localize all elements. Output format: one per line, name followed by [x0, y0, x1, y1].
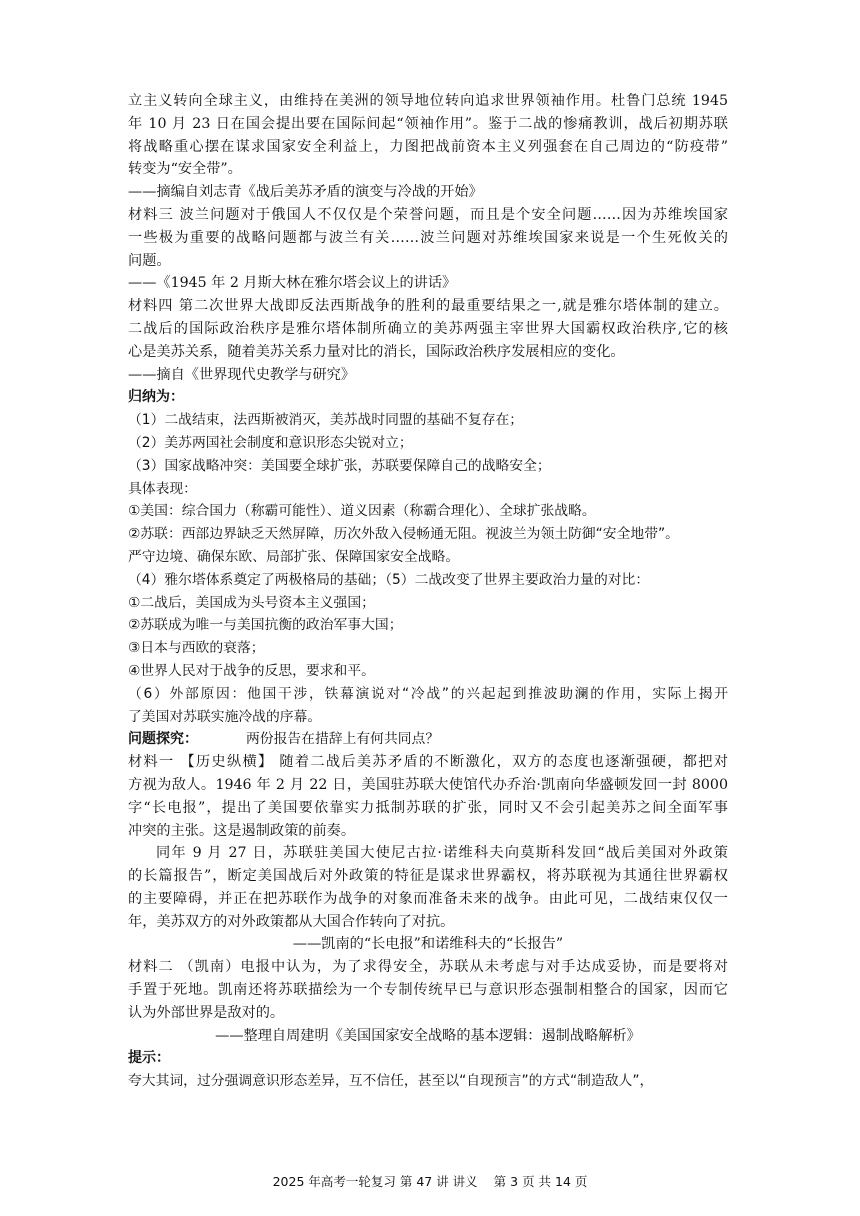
paragraph-line: （1）二战结束，法西斯被消灭，美苏战时同盟的基础不复存在； — [128, 412, 524, 429]
footer-page-number: 第 3 页 共 14 页 — [493, 1174, 588, 1189]
text-block-materials — [128, 751, 728, 1047]
paragraph-line: ——摘自《世界现代史教学与研究》 — [128, 366, 356, 383]
paragraph-line: （3）国家战略冲突：美国要全球扩张，苏联要保障自己的战略安全； — [128, 457, 551, 474]
text-block-analysis — [128, 90, 728, 728]
material-line: 同年 9 月 27 日，苏联驻美国大使尼古拉·诺维科夫向莫斯科发回“战后美国对外政策 — [156, 845, 728, 862]
paragraph-line: 二战后的国际政治秩序是雅尔塔体制所确立的美苏两强主宰世界大国霸权政治秩序,它的核 — [128, 320, 728, 337]
paragraph-line: 转变为“安全带”。 — [128, 161, 242, 178]
paragraph-line: （2）美苏两国社会制度和意识形态尖锐对立； — [128, 434, 413, 451]
paragraph-line: ③日本与西欧的衰落； — [128, 640, 265, 657]
paragraph-line: 归纳为： — [128, 389, 184, 406]
material-line: 字“长电报”，提出了美国要依靠实力抵制苏联的扩张，同时又不会引起美苏之间全面军事 — [128, 799, 728, 816]
paragraph-line: ①二战后，美国成为头号资本主义强国； — [128, 594, 375, 611]
paragraph-line: ②苏联：西部边界缺乏天然屏障，历次外敌入侵畅通无阻。视波兰为领土防御“安全地带”。 — [128, 526, 679, 543]
material-line: 材料一 【历史纵横】 随着二战后美苏矛盾的不断激化，双方的态度也逐渐强硬，都把对 — [128, 754, 728, 771]
page-footer — [0, 1172, 860, 1190]
paragraph-line: ①美国：综合国力（称霸可能性）、道义因素（称霸合理化）、全球扩张战略。 — [128, 503, 596, 520]
question-label: 问题探究： — [128, 731, 198, 748]
paragraph-line: 材料三 波兰问题对于俄国人不仅仅是个荣誉问题，而且是个安全问题……因为苏维埃国家 — [128, 206, 728, 223]
paragraph-line: 一些极为重要的战略问题都与波兰有关……波兰问题对苏维埃国家来说是一个生死攸关的 — [128, 229, 728, 246]
paragraph-line: 材料四 第二次世界大战即反法西斯战争的胜利的最重要结果之一,就是雅尔塔体制的建立。 — [128, 298, 728, 315]
paragraph-line: ——摘编自刘志青《战后美苏矛盾的演变与冷战的开始》 — [128, 184, 483, 201]
paragraph-line: 问题。 — [128, 252, 171, 269]
paragraph-line: 具体表现： — [128, 480, 197, 497]
material-line: 方视为敌人。1946 年 2 月 22 日，美国驻苏联大使馆代办乔治·凯南向华盛顿发回一封 8000 — [128, 776, 728, 793]
material-line: ——整理自周建明《美国国家安全战略的基本逻辑：遏制战略解析》 — [215, 1027, 641, 1044]
question-text: 两份报告在措辞上有何共同点？ — [246, 731, 440, 748]
footer-course: 2025 年高考一轮复习 第 47 讲 讲义 — [272, 1174, 478, 1189]
paragraph-line: （4）雅尔塔体系奠定了两极格局的基础；（5）二战改变了世界主要政治力量的对比： — [128, 571, 650, 588]
question-line — [128, 728, 728, 751]
material-line: 材料二 （凯南）电报中认为，为了求得安全，苏联从未考虑与对手达成妥协，而是要将对 — [128, 959, 728, 976]
material-line: 手置于死地。凯南还将苏联描绘为一个专制传统早已与意识形态强制相整合的国家，因而它 — [128, 982, 728, 999]
hint-text: 夸大其词，过分强调意识形态差异，互不信任，甚至以“自现预言”的方式“制造敌人”， — [128, 1073, 654, 1090]
hint-label: 提示： — [128, 1050, 170, 1067]
paragraph-line: 年 10 月 23 日在国会提出要在国际间起“领袖作用”。鉴于二战的惨痛教训，战后初期苏联 — [128, 115, 728, 132]
paragraph-line: （6）外部原因：他国干涉，铁幕演说对“冷战”的兴起起到推波助澜的作用，实际上揭开 — [128, 685, 728, 702]
material-line: 的长篇报告”，断定美国战后对外政策的特征是谋求世界霸权，将苏联视为其通往世界霸权 — [128, 868, 728, 885]
material-line: 年，美苏双方的对外政策都从大国合作转向了对抗。 — [128, 913, 455, 930]
paragraph-line: ——《1945 年 2 月斯大林在雅尔塔会议上的讲话》 — [128, 275, 457, 292]
paragraph-line: 立主义转向全球主义，由维持在美洲的领导地位转向追求世界领袖作用。杜鲁门总统 1945 — [128, 93, 728, 109]
paragraph-line: 心是美苏关系，随着美苏关系力量对比的消长，国际政治秩序发展相应的变化。 — [128, 343, 625, 360]
document-body — [128, 90, 728, 1093]
material-line: 冲突的主张。这是遏制政策的前奏。 — [128, 822, 356, 839]
material-line: 认为外部世界是敌对的。 — [128, 1004, 285, 1021]
paragraph-line: 严守边境、确保东欧、局部扩张、保障国家安全战略。 — [128, 548, 460, 565]
material-line: 的主要障碍，并正在把苏联作为战争的对象而准备未来的战争。由此可见，二战结束仅仅一 — [128, 890, 728, 907]
paragraph-line: 将战略重心摆在谋求国家安全利益上，力图把战前资本主义列强套在自己周边的“防疫带” — [128, 138, 728, 155]
paragraph-line: ②苏联成为唯一与美国抗衡的政治军事大国； — [128, 617, 403, 634]
paragraph-line: 了美国对苏联实施冷战的序幕。 — [128, 708, 322, 725]
material-line: ——凯南的“长电报”和诺维科夫的“长报告” — [292, 936, 564, 953]
paragraph-line: ④世界人民对于战争的反思，要求和平。 — [128, 662, 375, 679]
